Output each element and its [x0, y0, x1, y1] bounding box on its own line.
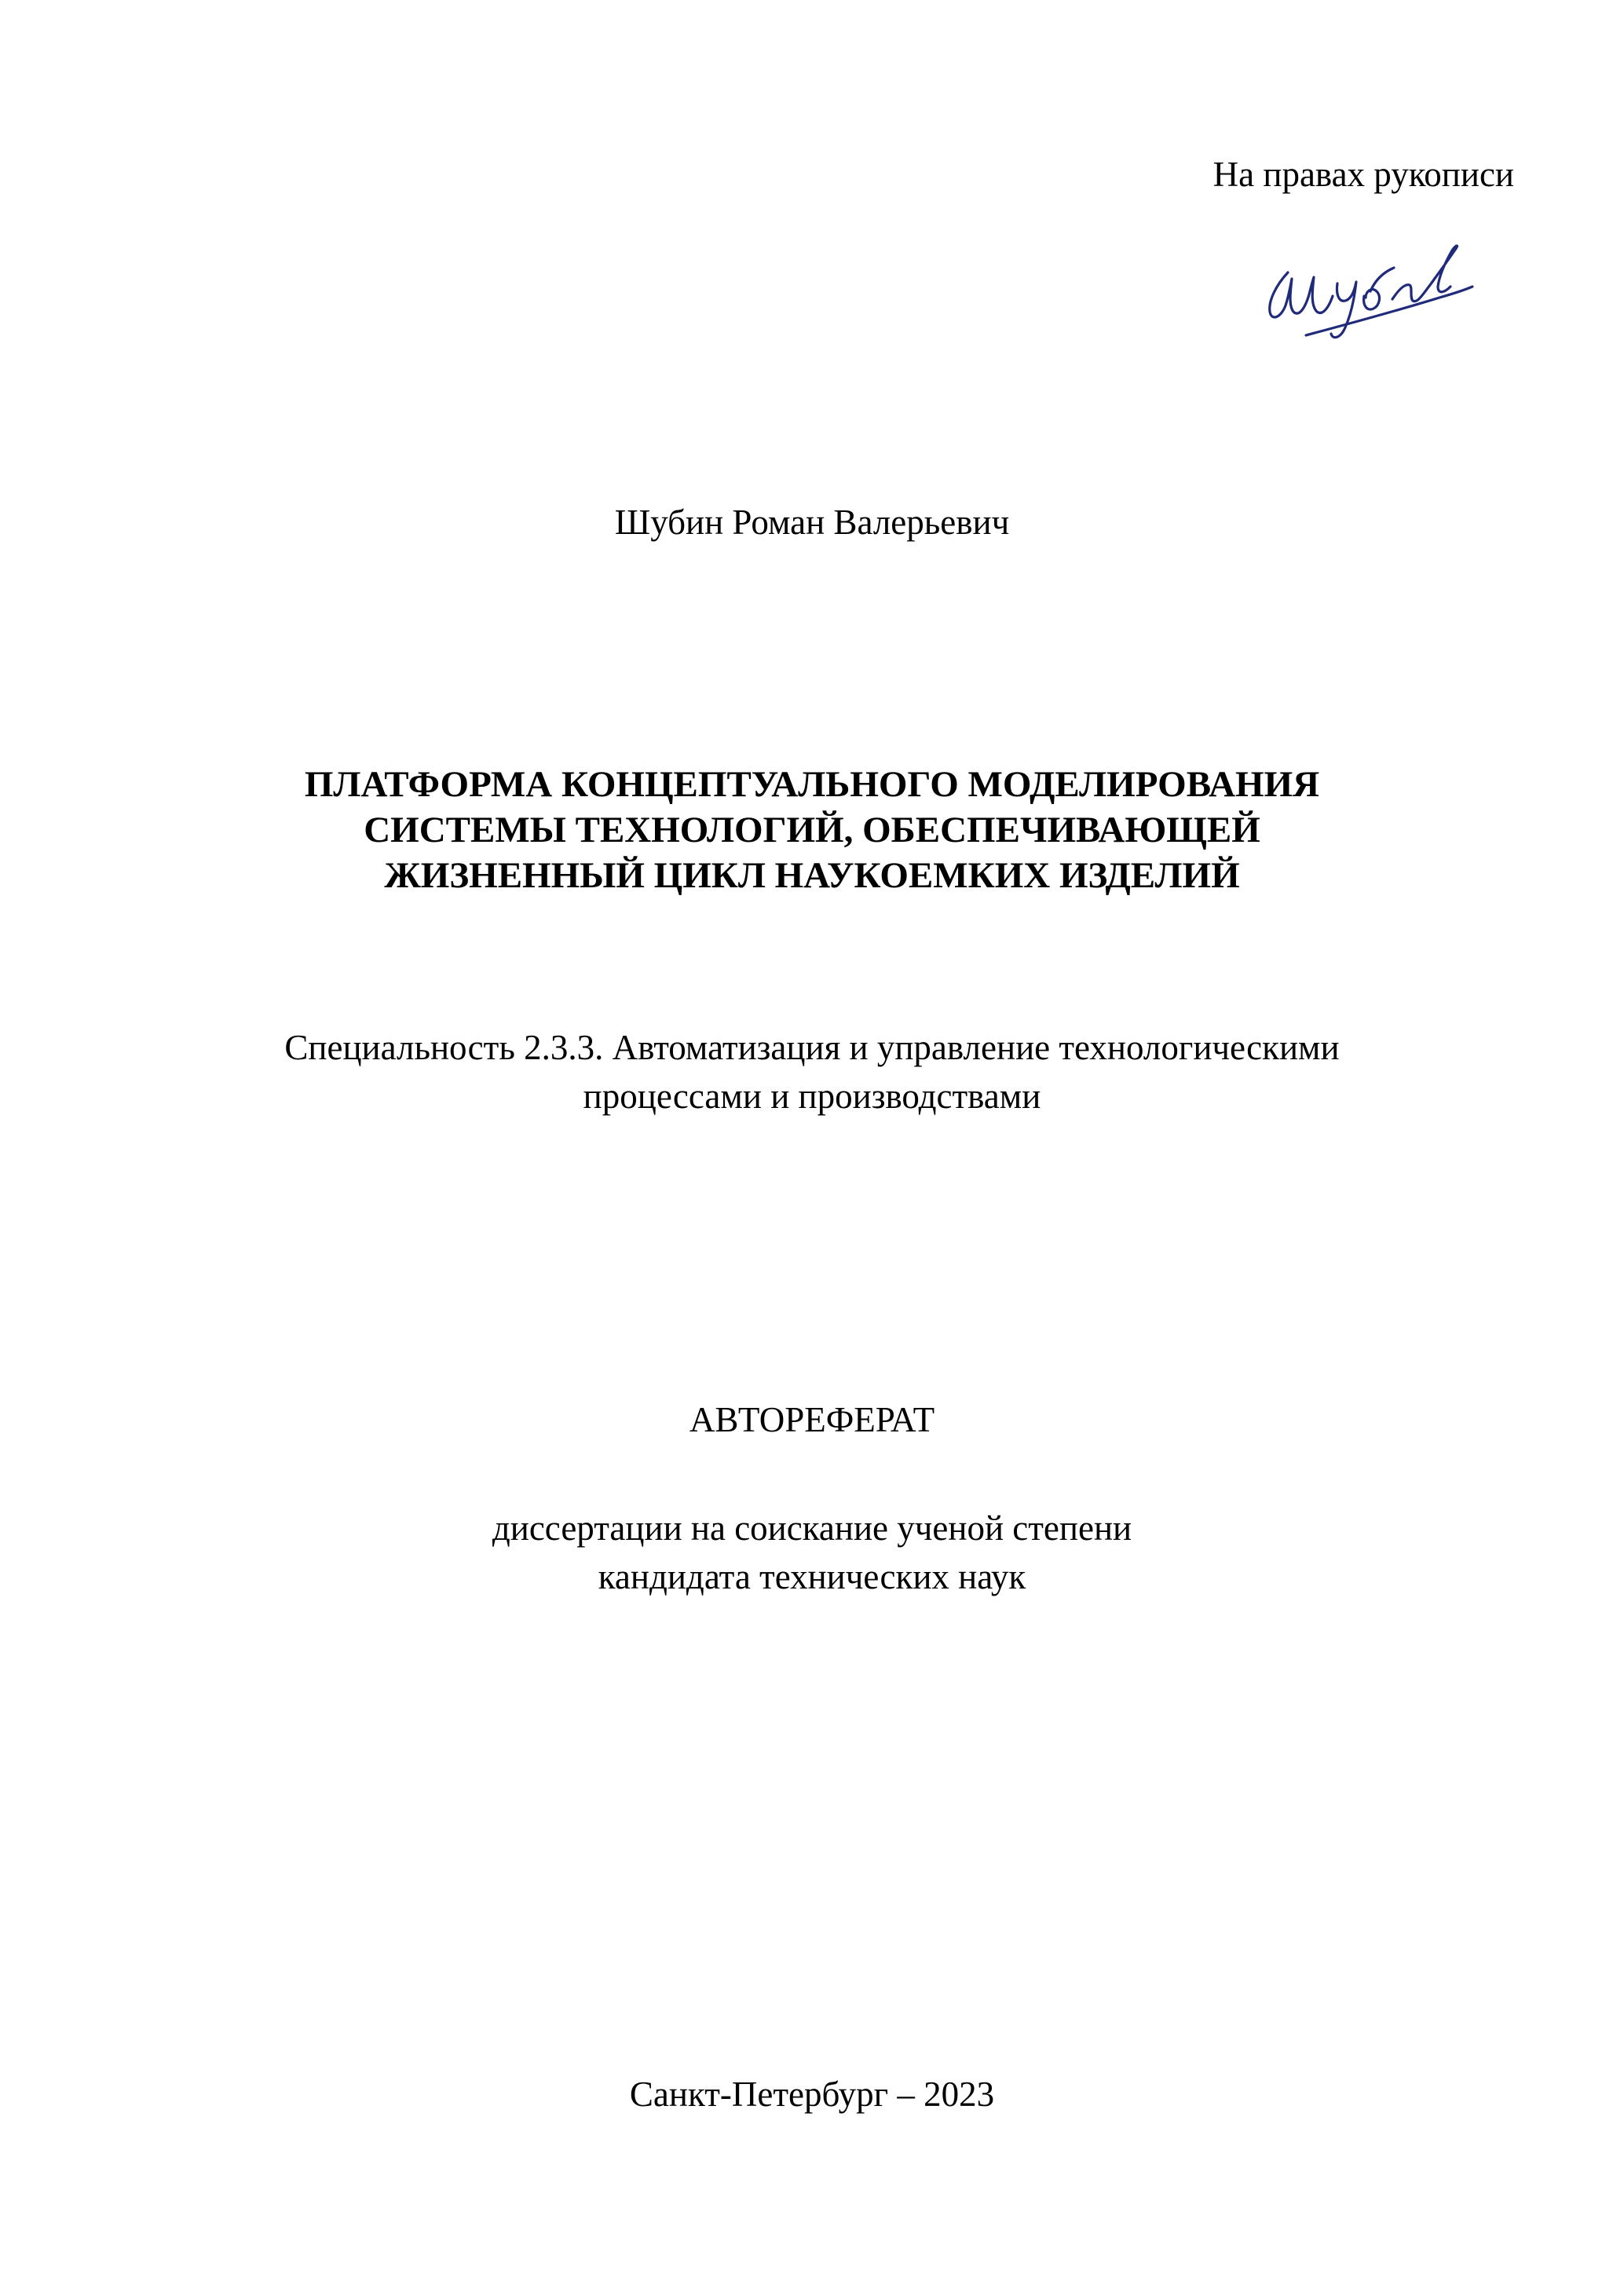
- handwritten-signature: [1245, 224, 1504, 349]
- place-and-year: Санкт-Петербург – 2023: [629, 2075, 995, 2114]
- title-line: СИСТЕМЫ ТЕХНОЛОГИЙ, ОБЕСПЕЧИВАЮЩЕЙ: [364, 810, 1260, 850]
- title-line: ПЛАТФОРМА КОНЦЕПТУАЛЬНОГО МОДЕЛИРОВАНИЯ: [304, 764, 1320, 805]
- manuscript-note: На правах рукописи: [1213, 155, 1514, 194]
- specialty-line: процессами и производствами: [583, 1077, 1041, 1116]
- purpose-line: кандидата технических наук: [598, 1557, 1026, 1596]
- author-name: Шубин Роман Валерьевич: [614, 503, 1010, 542]
- document-type: АВТОРЕФЕРАТ: [689, 1400, 935, 1439]
- specialty-line: Специальность 2.3.3. Автоматизация и управление технологическими: [284, 1028, 1340, 1067]
- degree-purpose: [0, 1504, 1624, 1601]
- purpose-line: диссертации на соискание ученой степени: [492, 1508, 1132, 1548]
- specialty: [0, 1023, 1624, 1121]
- title-line: ЖИЗНЕННЫЙ ЦИКЛ НАУКОЕМКИХ ИЗДЕЛИЙ: [384, 855, 1240, 896]
- dissertation-title: [0, 762, 1624, 898]
